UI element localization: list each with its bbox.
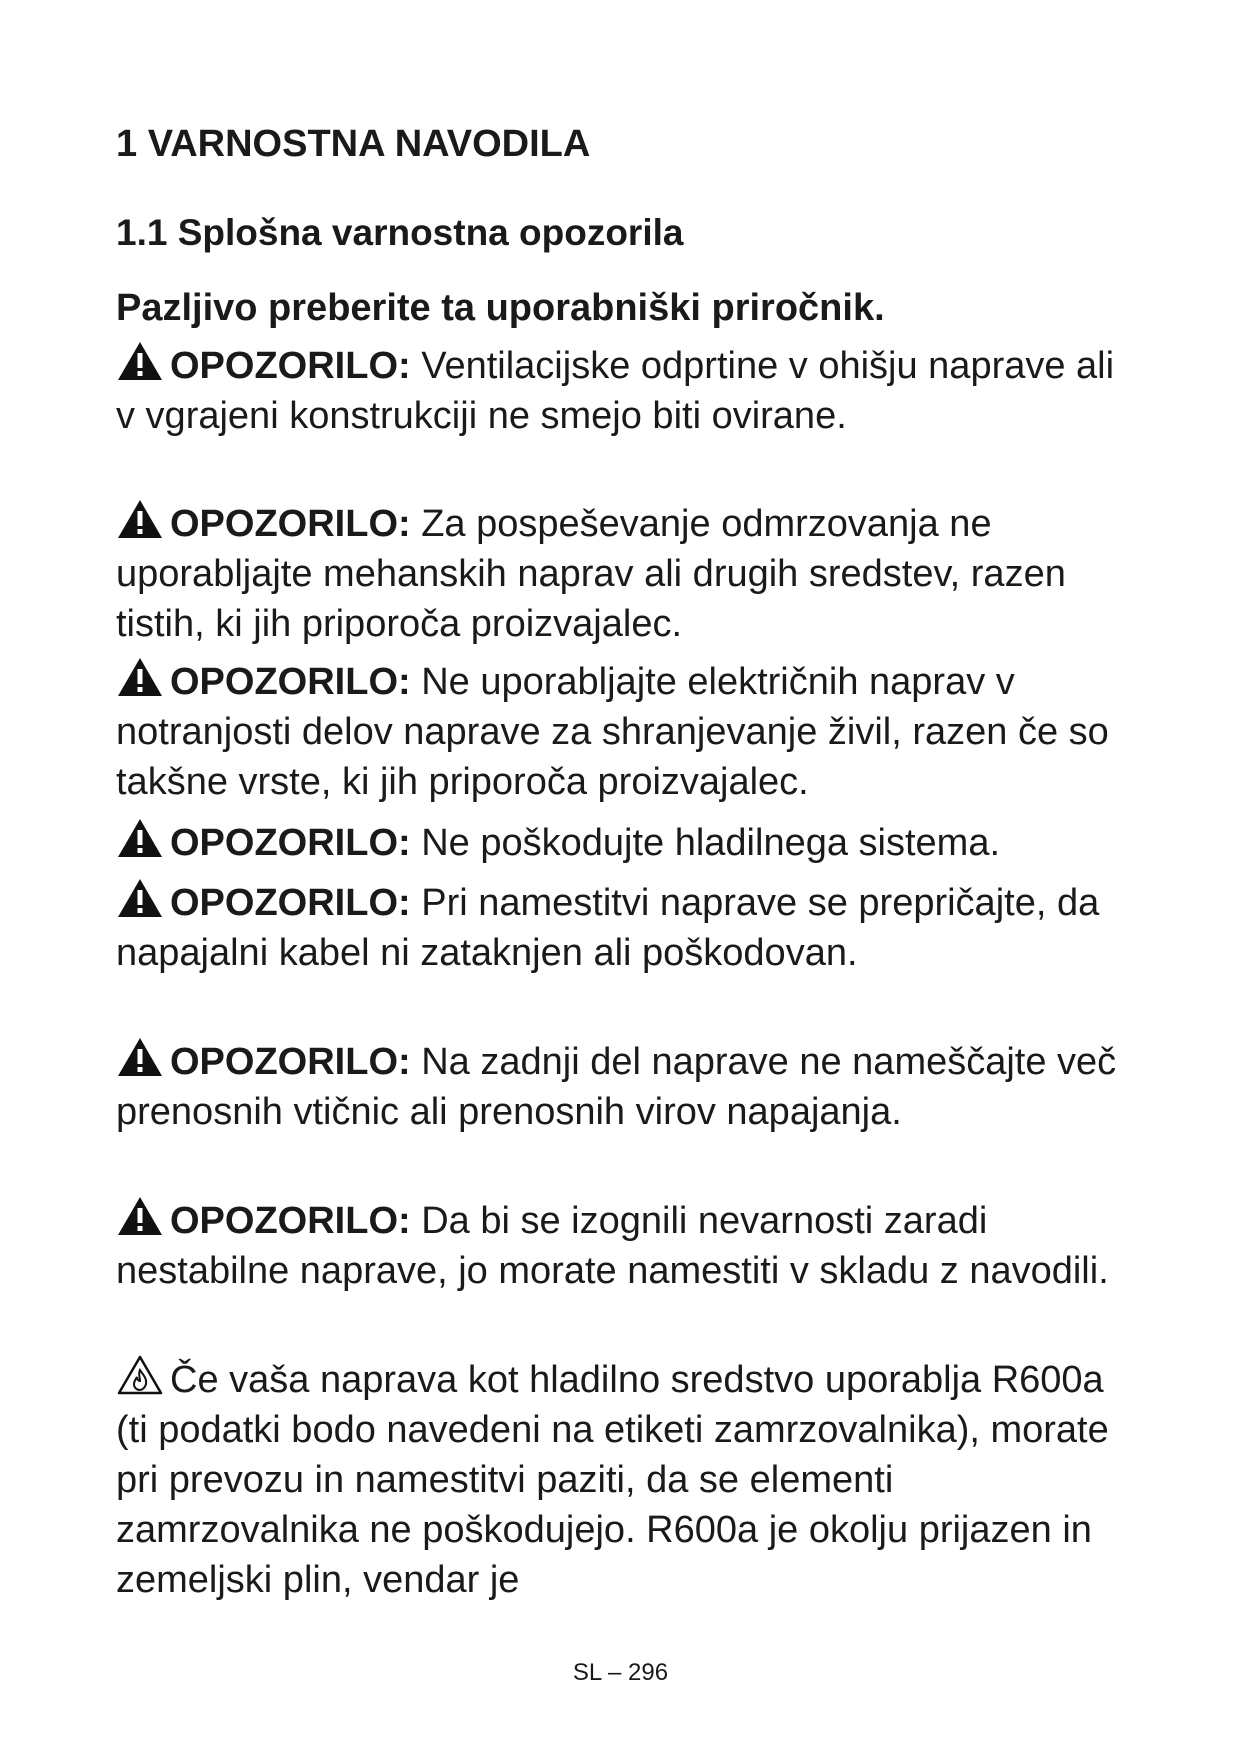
warning-text: Ne uporabljajte električnih naprav v notranjosti delov naprave za shranjevanje živil, razen če so takšne vrste, ki jih priporoča proizvajalec. bbox=[116, 661, 1109, 803]
warning-item bbox=[116, 498, 1126, 649]
warning-item bbox=[116, 1195, 1126, 1296]
warning-text: Na zadnji del naprave ne nameščajte več prenosnih vtičnic ali prenosnih virov napajanja. bbox=[116, 1041, 1117, 1133]
warning-item bbox=[116, 656, 1126, 807]
warning-icon bbox=[116, 1036, 164, 1078]
warning-icon bbox=[116, 498, 164, 540]
warning-label: OPOZORILO: bbox=[170, 661, 411, 703]
subsection-title: 1.1 Splošna varnostna opozorila bbox=[116, 212, 684, 253]
flammable-note bbox=[116, 1354, 1126, 1605]
warning-item bbox=[116, 1036, 1126, 1137]
page-number: SL – 296 bbox=[572, 1659, 669, 1686]
warning-label: OPOZORILO: bbox=[170, 882, 411, 924]
warning-text: Ventilacijske odprtine v ohišju naprave ali v vgrajeni konstrukciji ne smejo biti ovirane. bbox=[116, 345, 1115, 437]
warning-label: OPOZORILO: bbox=[170, 1041, 411, 1083]
warning-text: Ne poškodujte hladilnega sistema. bbox=[421, 822, 1001, 864]
warning-icon bbox=[116, 656, 164, 698]
warning-item bbox=[116, 340, 1126, 441]
warning-text: Za pospeševanje odmrzovanja ne uporabljajte mehanskih naprav ali drugih sredstev, razen tistih, ki jih priporoča proizvajalec. bbox=[116, 503, 1066, 645]
lead-instruction: Pazljivo preberite ta uporabniški priročnik. bbox=[116, 287, 885, 329]
warning-text: Pri namestitvi naprave se prepričajte, da napajalni kabel ni zataknjen ali poškodovan. bbox=[116, 882, 1100, 974]
section-title: 1 VARNOSTNA NAVODILA bbox=[116, 123, 591, 165]
warning-icon bbox=[116, 877, 164, 919]
warning-label: OPOZORILO: bbox=[170, 503, 411, 545]
warning-icon bbox=[116, 340, 164, 382]
warning-icon bbox=[116, 1195, 164, 1237]
warning-label: OPOZORILO: bbox=[170, 345, 411, 387]
warning-text: Da bi se izognili nevarnosti zaradi nestabilne naprave, jo morate namestiti v skladu z navodili. bbox=[116, 1200, 1109, 1292]
flammable-note-text: Če vaša naprava kot hladilno sredstvo uporablja R600a (ti podatki bodo navedeni na etiketi zamrzovalnika), morate pri prevozu in namestitvi paziti, da se elementi zamrzovalnika ne poškodujejo. R600a je okolju prijazen in zemeljski plin, vendar je bbox=[116, 1359, 1109, 1601]
warning-label: OPOZORILO: bbox=[170, 822, 411, 864]
warning-icon bbox=[116, 817, 164, 859]
warning-label: OPOZORILO: bbox=[170, 1200, 411, 1242]
warning-item bbox=[116, 817, 1126, 868]
warning-item bbox=[116, 877, 1126, 978]
flammable-warning-icon bbox=[116, 1354, 164, 1396]
